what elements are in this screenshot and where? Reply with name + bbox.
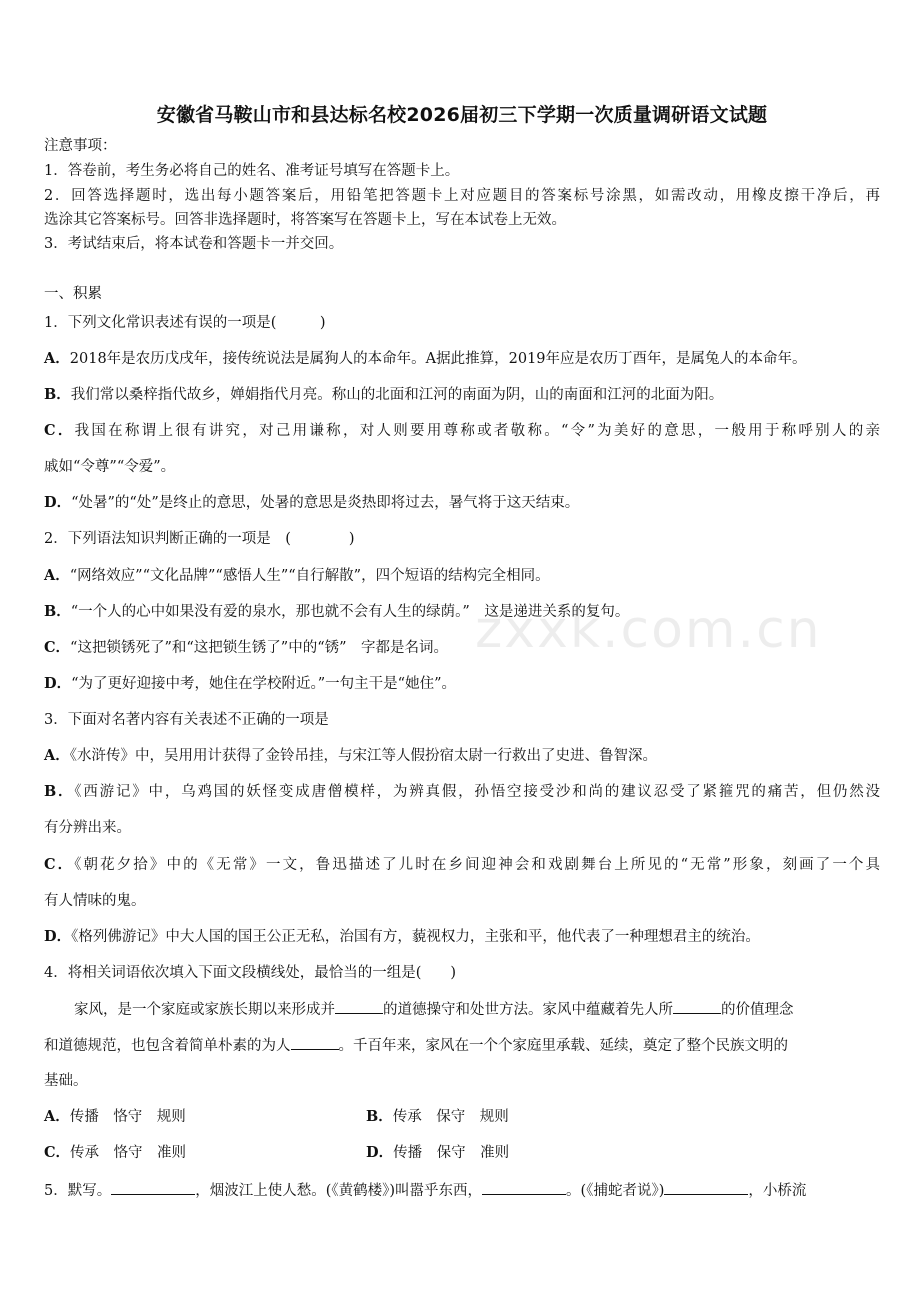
- option-a: [44, 350, 880, 368]
- option-text: 传播 保守 准则: [393, 1145, 510, 1161]
- option-text: 2018年是农历戊戌年，接传统说法是属狗人的本命年。A据此推算，2019年应是农历丁酉年，是属兔人的本命年。: [69, 351, 807, 367]
- question-number: 5．默写。: [44, 1183, 112, 1199]
- option-a: [44, 567, 880, 585]
- fill-blank: [291, 1036, 339, 1050]
- option-label: D．: [44, 928, 72, 945]
- question-text: ，烟波江上使人愁。(《黄鹤楼》)叫嚣乎东西，: [195, 1183, 483, 1199]
- passage-line: [44, 1036, 880, 1055]
- watermark: zxxk.com.cn: [475, 600, 822, 660]
- option-c: [44, 1145, 186, 1161]
- option-label: C．: [44, 422, 75, 439]
- option-d: [44, 928, 880, 946]
- option-label: B．: [366, 1108, 393, 1125]
- note-item: 选涂其它答案标号。回答非选择题时，将答案写在答题卡上，写在本试卷上无效。: [44, 212, 566, 228]
- option-label: C．: [44, 856, 75, 873]
- note-item: 3．考试结束后，将本试卷和答题卡一并交回。: [44, 236, 344, 252]
- option-text: 传承 保守 规则: [392, 1109, 509, 1125]
- option-label: C．: [44, 1144, 71, 1161]
- passage-text: 。千百年来，家风在一个个家庭里承载、延续，奠定了整个民族文明的: [338, 1038, 788, 1054]
- page-title: 安徽省马鞍山市和县达标名校2026届初三下学期一次质量调研语文试题: [156, 104, 768, 126]
- question-stem: 2．下列语法知识判断正确的一项是 ( ): [44, 531, 355, 547]
- passage-text: 家风，是一个家庭或家族长期以来形成并: [74, 1002, 335, 1018]
- option-label: B．: [44, 603, 71, 620]
- option-label: A．: [44, 1108, 70, 1125]
- option-text: “为了更好迎接中考，她住在学校附近。”一句主干是“她住”。: [71, 676, 456, 692]
- option-label: A．: [44, 567, 70, 584]
- note-item: 2．回答选择题时，选出每小题答案后，用铅笔把答题卡上对应题目的答案标号涂黑，如需改动，用橡皮擦干净后，再: [44, 188, 880, 204]
- option-label: B．: [44, 783, 75, 800]
- question-text: ，小桥流: [748, 1183, 807, 1199]
- passage-text: 和道德规范，也包含着简单朴素的为人: [44, 1038, 291, 1054]
- option-label: A．: [44, 350, 70, 367]
- option-a: [44, 1109, 186, 1125]
- option-text: “处暑”的“处”是终止的意思，处暑的意思是炎热即将过去，暑气将于这天结束。: [71, 495, 580, 511]
- option-label: D．: [366, 1144, 394, 1161]
- question-stem: 1．下列文化常识表述有误的一项是( ): [44, 315, 326, 331]
- option-row: [44, 1144, 880, 1162]
- option-c: [44, 639, 880, 657]
- option-text: 我们常以桑梓指代故乡，婵娟指代月亮。称山的北面和江河的南面为阴，山的南面和江河的北面为阳。: [70, 387, 724, 403]
- passage-text: 的道德操守和处世方法。家风中蕴藏着先人所: [383, 1002, 673, 1018]
- option-b: [44, 603, 880, 621]
- passage-line: [44, 1000, 880, 1019]
- option-text: 《水浒传》中，吴用用计获得了金铃吊挂，与宋江等人假扮宿太尉一行救出了史进、鲁智深。: [69, 748, 658, 764]
- fill-blank: [335, 1000, 383, 1014]
- option-text: 传承 恪守 准则: [70, 1145, 187, 1161]
- option-a: [44, 747, 880, 765]
- fill-blank: [664, 1181, 748, 1195]
- option-d: [44, 494, 880, 512]
- fill-blank: [482, 1181, 566, 1195]
- question-stem: [44, 1181, 880, 1200]
- fill-blank: [111, 1181, 195, 1195]
- option-text: 《格列佛游记》中大人国的国王公正无私，治国有方，藐视权力，主张和平，他代表了一种理想君主的统治。: [71, 929, 760, 945]
- option-label: C．: [44, 639, 71, 656]
- passage-text: 的价值理念: [721, 1002, 794, 1018]
- option-text: 我国在称谓上很有讲究，对己用谦称，对人则要用尊称或者敬称。“令”为美好的意思，一般用于称呼别人的亲: [74, 423, 880, 439]
- option-text: 《朝花夕拾》中的《无常》一文，鲁迅描述了儿时在乡间迎神会和戏剧舞台上所见的“无常”形象，刻画了一个具: [74, 857, 880, 873]
- option-label: A．: [44, 747, 70, 764]
- option-c-cont: 戚如“令尊”“令爱”。: [44, 459, 176, 475]
- option-label: D．: [44, 494, 72, 511]
- option-label: D．: [44, 675, 72, 692]
- option-d: [44, 675, 880, 693]
- question-stem: 4．将相关词语依次填入下面文段横线处，最恰当的一组是( ): [44, 965, 457, 981]
- option-b-cont: 有分辨出来。: [44, 820, 131, 836]
- option-text: “一个人的心中如果没有爱的泉水，那也就不会有人生的绿荫。” 这是递进关系的复句。: [70, 604, 630, 620]
- option-text: “这把锁锈死了”和“这把锁生锈了”中的“锈” 字都是名词。: [70, 640, 449, 656]
- passage-line: 基础。: [44, 1073, 88, 1089]
- option-d: [366, 1144, 509, 1162]
- question-text: 。(《捕蛇者说》): [566, 1183, 665, 1199]
- option-label: B．: [44, 386, 71, 403]
- notes-heading: 注意事项：: [44, 138, 117, 154]
- option-c: [44, 422, 880, 440]
- section-heading: 一、积累: [44, 286, 102, 302]
- question-stem: 3．下面对名著内容有关表述不正确的一项是: [44, 712, 329, 728]
- note-item: 1．答卷前，考生务必将自己的姓名、准考证号填写在答题卡上。: [44, 163, 460, 179]
- option-b: [44, 386, 880, 404]
- option-c: [44, 856, 880, 874]
- option-b: [44, 783, 880, 801]
- fill-blank: [673, 1000, 721, 1014]
- option-text: 《西游记》中，乌鸡国的妖怪变成唐僧模样，为辨真假，孙悟空接受沙和尚的建议忍受了紧箍咒的痛苦，但仍然没: [74, 784, 880, 800]
- option-text: “网络效应”“文化品牌”“感悟人生”“自行解散”，四个短语的结构完全相同。: [69, 568, 550, 584]
- option-c-cont: 有人情味的鬼。: [44, 893, 146, 909]
- option-text: 传播 恪守 规则: [69, 1109, 186, 1125]
- option-row: [44, 1108, 880, 1126]
- option-b: [366, 1108, 509, 1126]
